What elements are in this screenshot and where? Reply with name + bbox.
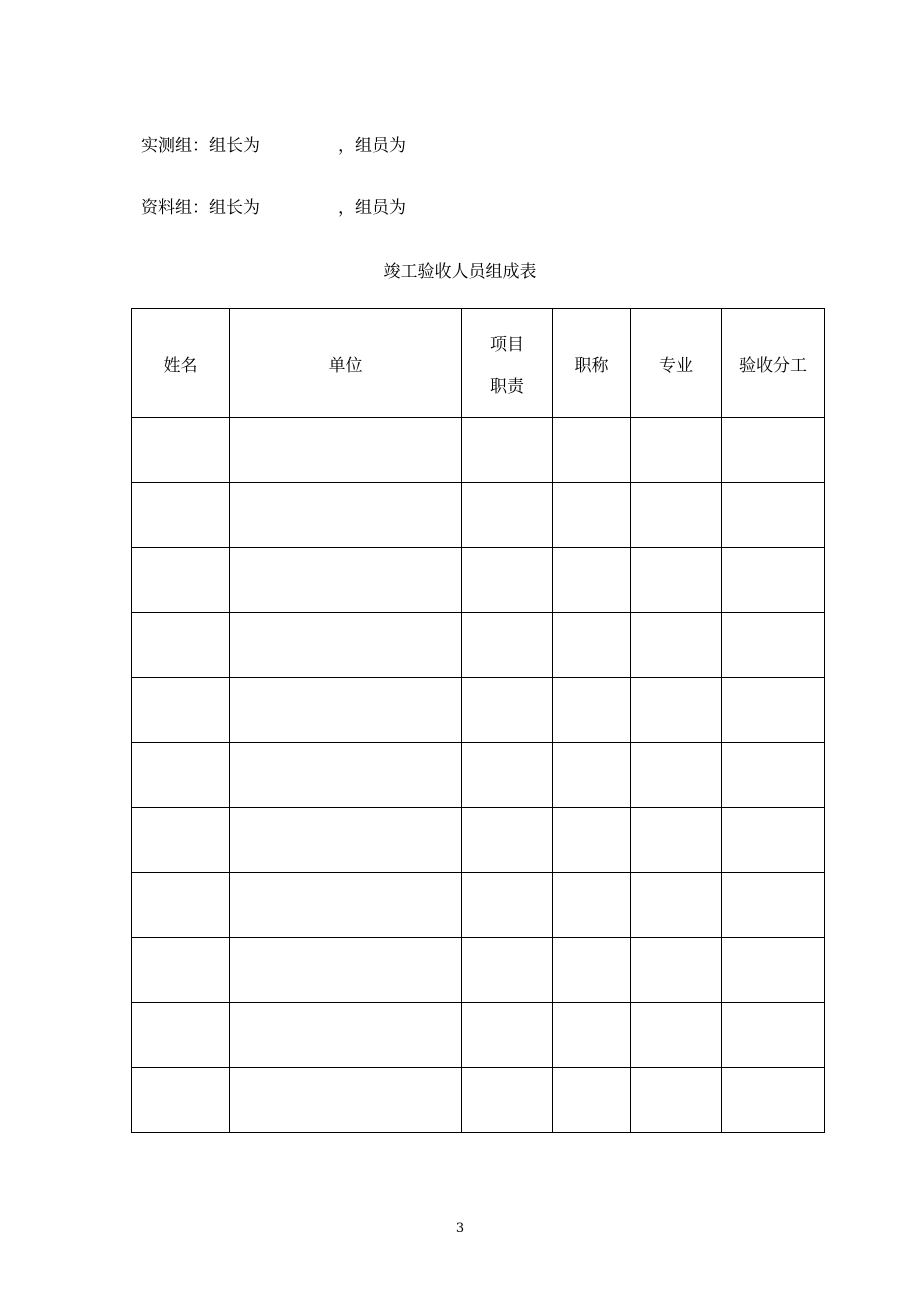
cell-name[interactable]: [132, 1068, 230, 1133]
members-label: ，组员为: [338, 136, 406, 156]
cell-project-duty[interactable]: [462, 808, 553, 873]
cell-acceptance-role[interactable]: [722, 418, 825, 483]
cell-specialty[interactable]: [631, 873, 722, 938]
table-row: [132, 873, 825, 938]
cell-specialty[interactable]: [631, 418, 722, 483]
cell-title[interactable]: [553, 613, 631, 678]
cell-project-duty[interactable]: [462, 1003, 553, 1068]
cell-specialty[interactable]: [631, 808, 722, 873]
header-specialty: 专业: [631, 309, 722, 418]
header-acceptance-role: 验收分工: [722, 309, 825, 418]
cell-unit[interactable]: [230, 938, 462, 1003]
cell-title[interactable]: [553, 938, 631, 1003]
cell-acceptance-role[interactable]: [722, 1003, 825, 1068]
cell-specialty[interactable]: [631, 483, 722, 548]
cell-title[interactable]: [553, 483, 631, 548]
cell-name[interactable]: [132, 873, 230, 938]
header-unit: 单位: [230, 309, 462, 418]
cell-project-duty[interactable]: [462, 483, 553, 548]
cell-unit[interactable]: [230, 873, 462, 938]
header-name: 姓名: [132, 309, 230, 418]
cell-project-duty[interactable]: [462, 418, 553, 483]
cell-name[interactable]: [132, 1003, 230, 1068]
acceptance-staff-table: [131, 308, 825, 1133]
cell-title[interactable]: [553, 873, 631, 938]
cell-title[interactable]: [553, 418, 631, 483]
cell-acceptance-role[interactable]: [722, 1068, 825, 1133]
cell-project-duty[interactable]: [462, 548, 553, 613]
header-project-duty-line-1: 项目: [490, 334, 524, 355]
documents-group-line: [141, 193, 406, 219]
cell-project-duty[interactable]: [462, 1068, 553, 1133]
cell-project-duty[interactable]: [462, 743, 553, 808]
header-row: [132, 309, 825, 418]
cell-unit[interactable]: [230, 613, 462, 678]
cell-unit[interactable]: [230, 1003, 462, 1068]
cell-name[interactable]: [132, 938, 230, 1003]
cell-specialty[interactable]: [631, 938, 722, 1003]
cell-unit[interactable]: [230, 743, 462, 808]
cell-acceptance-role[interactable]: [722, 613, 825, 678]
cell-specialty[interactable]: [631, 1003, 722, 1068]
cell-name[interactable]: [132, 548, 230, 613]
table-row: [132, 808, 825, 873]
cell-project-duty[interactable]: [462, 938, 553, 1003]
cell-specialty[interactable]: [631, 613, 722, 678]
cell-unit[interactable]: [230, 808, 462, 873]
cell-name[interactable]: [132, 743, 230, 808]
table-row: [132, 678, 825, 743]
cell-acceptance-role[interactable]: [722, 483, 825, 548]
cell-specialty[interactable]: [631, 548, 722, 613]
cell-acceptance-role[interactable]: [722, 938, 825, 1003]
cell-unit[interactable]: [230, 548, 462, 613]
table-row: [132, 1068, 825, 1133]
table-body: [132, 418, 825, 1133]
cell-title[interactable]: [553, 678, 631, 743]
cell-acceptance-role[interactable]: [722, 678, 825, 743]
cell-title[interactable]: [553, 548, 631, 613]
header-title: 职称: [553, 309, 631, 418]
cell-title[interactable]: [553, 808, 631, 873]
cell-project-duty[interactable]: [462, 678, 553, 743]
header-project-duty: [462, 309, 553, 418]
cell-unit[interactable]: [230, 678, 462, 743]
table-row: [132, 938, 825, 1003]
header-project-duty-line-2: 职责: [490, 376, 524, 397]
inspection-group-line: [141, 131, 406, 157]
page-number: 3: [455, 1221, 465, 1236]
cell-name[interactable]: [132, 418, 230, 483]
cell-unit[interactable]: [230, 1068, 462, 1133]
cell-title[interactable]: [553, 743, 631, 808]
cell-specialty[interactable]: [631, 678, 722, 743]
table-row: [132, 1003, 825, 1068]
cell-name[interactable]: [132, 613, 230, 678]
table-row: [132, 743, 825, 808]
table-caption: 竣工验收人员组成表: [383, 262, 537, 282]
cell-name[interactable]: [132, 483, 230, 548]
cell-acceptance-role[interactable]: [722, 548, 825, 613]
cell-specialty[interactable]: [631, 743, 722, 808]
cell-acceptance-role[interactable]: [722, 808, 825, 873]
documents-group-label: 资料组：组长为: [141, 198, 260, 218]
table-row: [132, 548, 825, 613]
table-row: [132, 483, 825, 548]
cell-unit[interactable]: [230, 418, 462, 483]
cell-unit[interactable]: [230, 483, 462, 548]
table-row: [132, 418, 825, 483]
cell-acceptance-role[interactable]: [722, 873, 825, 938]
cell-name[interactable]: [132, 808, 230, 873]
cell-specialty[interactable]: [631, 1068, 722, 1133]
inspection-group-label: 实测组：组长为: [141, 136, 260, 156]
members-label: ，组员为: [338, 198, 406, 218]
cell-title[interactable]: [553, 1068, 631, 1133]
cell-title[interactable]: [553, 1003, 631, 1068]
cell-name[interactable]: [132, 678, 230, 743]
table-row: [132, 613, 825, 678]
cell-project-duty[interactable]: [462, 873, 553, 938]
cell-acceptance-role[interactable]: [722, 743, 825, 808]
cell-project-duty[interactable]: [462, 613, 553, 678]
